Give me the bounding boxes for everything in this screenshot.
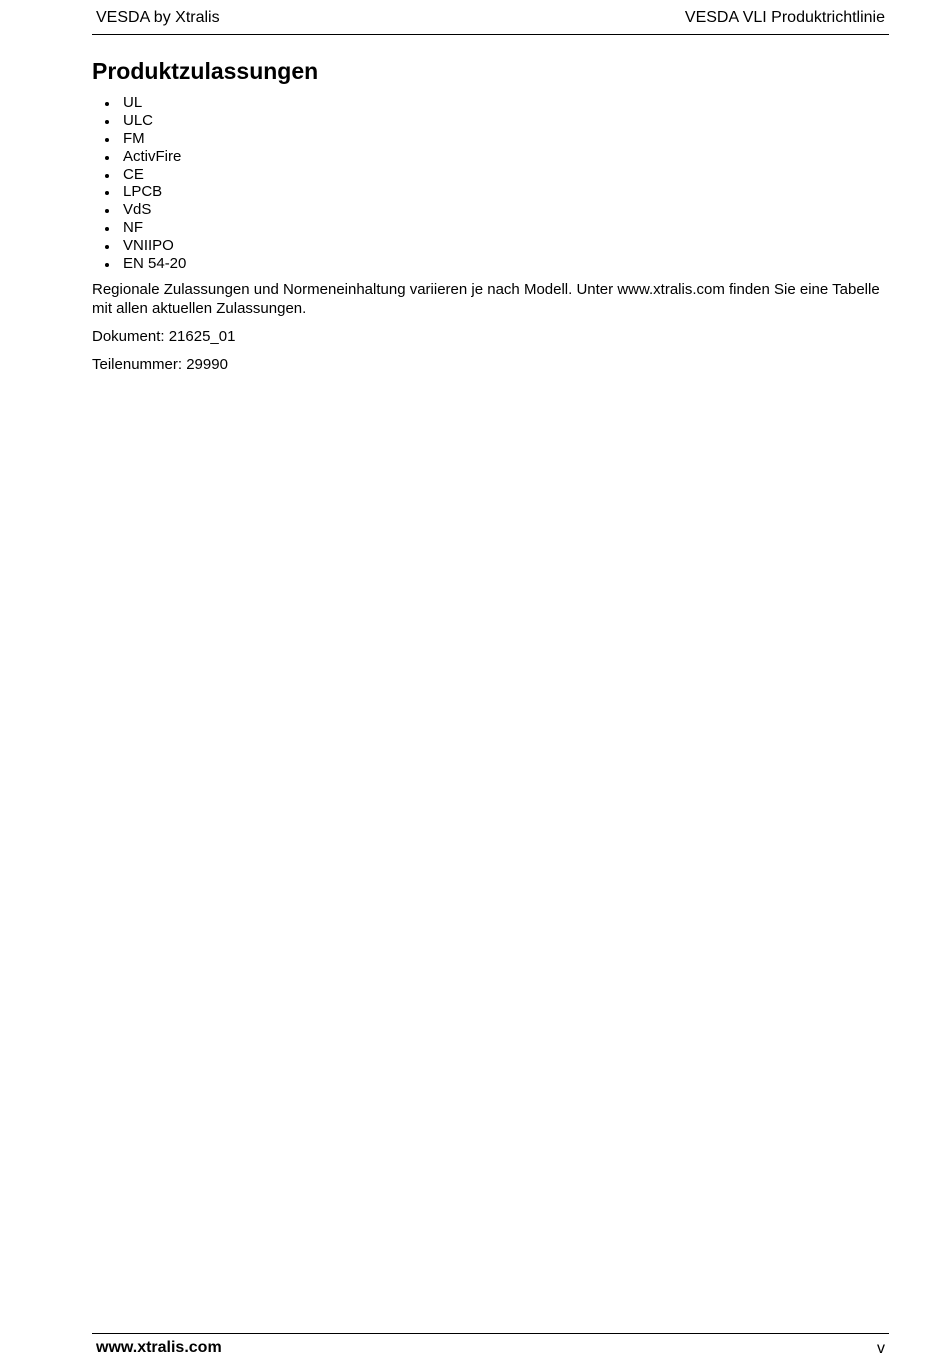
bullet-icon [105, 102, 109, 106]
list-item [92, 130, 889, 148]
list-item [92, 183, 889, 201]
list-item [92, 148, 889, 166]
regional-note: Regionale Zulassungen und Normeneinhaltung variieren je nach Modell. Unter www.xtralis.com finden Sie eine Tabelle mit allen aktuellen Zulassungen. [92, 280, 880, 317]
bullet-icon [105, 156, 109, 160]
bullet-icon [105, 138, 109, 142]
document-number: Dokument: 21625_01 [92, 327, 236, 345]
list-item-label: UL [123, 94, 143, 111]
part-number: Teilenummer: 29990 [92, 355, 228, 373]
list-item-label: EN 54-20 [123, 255, 187, 273]
bullet-icon [105, 209, 109, 213]
bullet-icon [105, 191, 109, 195]
list-item-label: ActivFire [123, 147, 182, 165]
bullet-icon [105, 245, 109, 249]
page-footer [92, 1333, 889, 1371]
list-item [92, 255, 889, 273]
list-item-label: CE [123, 165, 144, 183]
list-item-label: VNIIPO [123, 237, 174, 255]
list-item-label: ULC [123, 111, 154, 129]
page-title: Produktzulassungen [92, 58, 319, 84]
list-item [92, 237, 889, 255]
list-item-label: NF [123, 219, 143, 237]
bullet-icon [105, 263, 109, 267]
list-item [92, 219, 889, 237]
header-company: VESDA by Xtralis [96, 9, 220, 26]
list-item [92, 166, 889, 184]
list-item-label: LPCB [123, 183, 163, 201]
bullet-icon [105, 227, 109, 231]
page-number: v [877, 1340, 885, 1357]
page-header [92, 0, 889, 35]
list-item [92, 94, 889, 112]
list-item [92, 201, 889, 219]
approvals-list [92, 94, 889, 273]
footer-website: www.xtralis.com [96, 1339, 222, 1356]
bullet-icon [105, 174, 109, 178]
main-content [92, 56, 889, 374]
header-document-title: VESDA VLI Produktrichtlinie [684, 9, 885, 26]
bullet-icon [105, 120, 109, 124]
list-item [92, 112, 889, 130]
list-item-label: VdS [123, 201, 152, 219]
list-item-label: FM [123, 129, 145, 147]
